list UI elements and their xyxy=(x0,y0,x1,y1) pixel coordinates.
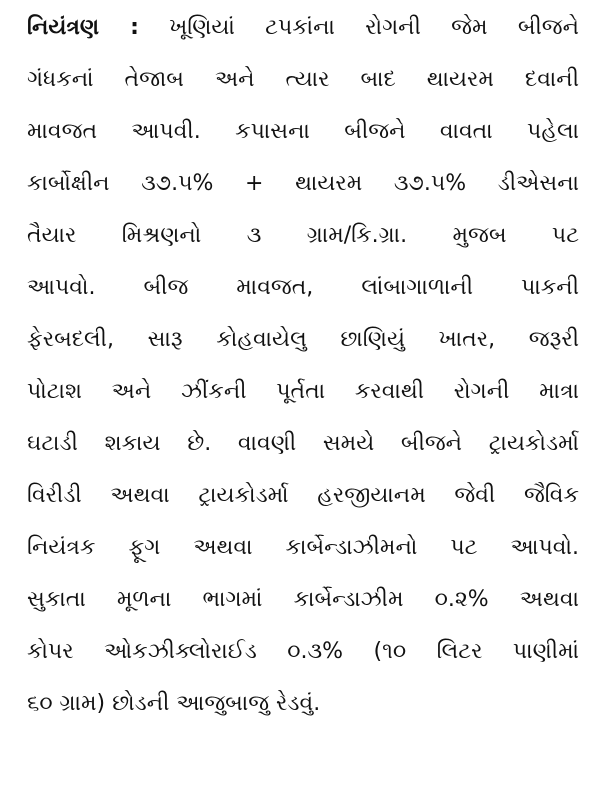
paragraph-line-3: માવજત આપવી. કપાસના બીજને વાવતા પહેલા xyxy=(27,119,579,144)
section-heading: નિયંત્રણ : xyxy=(27,15,139,40)
paragraph-line-13: કોપર ઓકઝીક્લોરાઈડ ૦.૩% (૧૦ લિટર પાણીમાં xyxy=(27,639,579,664)
paragraph-line-1 xyxy=(27,2,579,54)
paragraph-line-6: આપવો. બીજ માવજત, લાંબાગાળાની પાકની xyxy=(27,275,579,300)
paragraph-line-2: ગંધકનાં તેજાબ અને ત્યાર બાદ થાયરમ દવાની xyxy=(27,67,579,92)
paragraph-line-10: વિરીડી અથવા ટ્રાયકોડર્મા હરજીયાનમ જેવી જૈવિક xyxy=(27,483,579,508)
paragraph-line-8: પોટાશ અને ઝીંકની પૂર્તતા કરવાથી રોગની માત્રા xyxy=(27,379,579,404)
paragraph-line-1-text: ખૂણિયાં ટપકાંના રોગની જેમ બીજને xyxy=(169,15,579,40)
paragraph-line-4: કાર્બોક્ષીન ૩૭.૫% + થાયરમ ૩૭.૫% ડીએસના xyxy=(27,171,579,196)
paragraph-line-11: નિયંત્રક ફૂગ અથવા કાર્બેન્ડાઝીમનો પટ આપવો. xyxy=(27,535,579,560)
paragraph-line-7: ફેરબદલી, સારૂ કોહવાયેલુ છાણિયું ખાતર, જરૂરી xyxy=(27,327,579,352)
paragraph-line-14: ૬૦ ગ્રામ) છોડની આજુબાજુ રેડવું. xyxy=(27,691,321,716)
document-page xyxy=(27,0,579,730)
paragraph-line-5: તૈયાર મિશ્રણનો ૩ ગ્રામ/કિ.ગ્રા. મુજબ પટ xyxy=(27,223,579,248)
paragraph-line-12: સુકાતા મૂળના ભાગમાં કાર્બેન્ડાઝીમ ૦.૨% અથવા xyxy=(27,587,579,612)
paragraph-line-9: ઘટાડી શકાય છે. વાવણી સમયે બીજને ટ્રાયકોડર્મા xyxy=(27,431,579,456)
